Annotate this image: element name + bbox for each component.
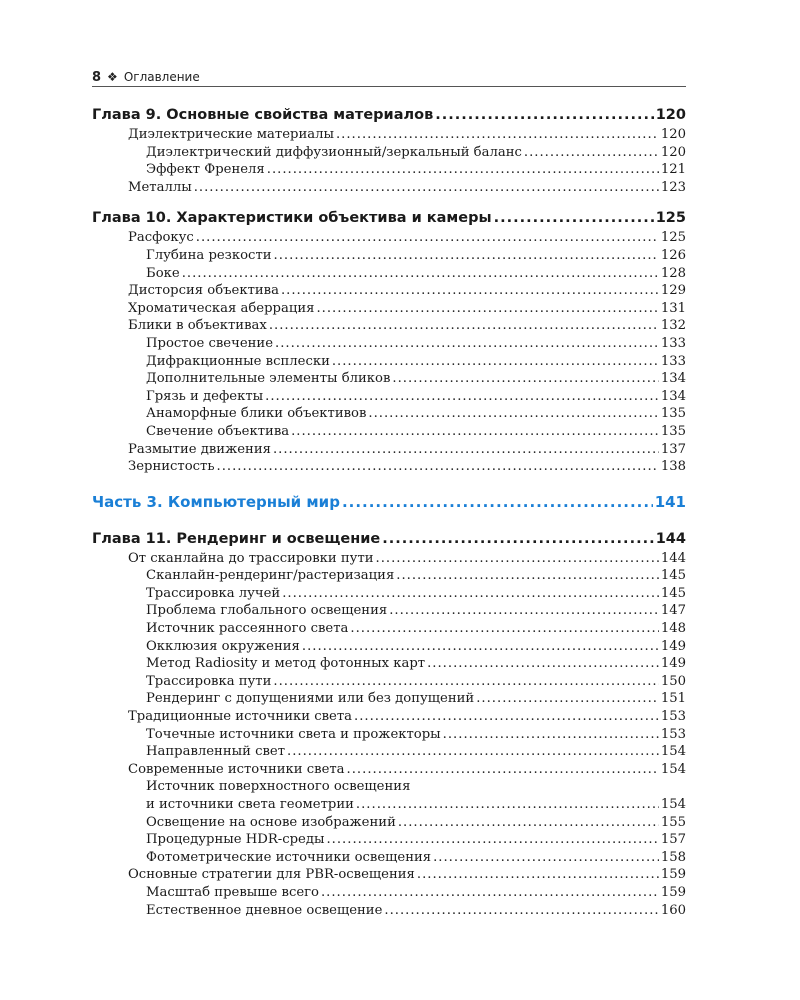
toc-entry[interactable] bbox=[92, 370, 686, 388]
entry-page: 134 bbox=[660, 371, 686, 387]
part-title: Часть 3. Компьютерный мир bbox=[92, 492, 340, 511]
dot-leader bbox=[435, 104, 653, 126]
dot-leader bbox=[368, 405, 658, 423]
entry-title: Простое свечение bbox=[146, 335, 274, 351]
entry-page: 153 bbox=[660, 726, 686, 742]
toc-entry[interactable] bbox=[92, 902, 686, 920]
entry-title: Масштаб превыше всего bbox=[146, 884, 319, 900]
dot-leader bbox=[326, 831, 658, 849]
toc-entry[interactable] bbox=[92, 229, 686, 247]
chapter-page: 144 bbox=[655, 530, 686, 547]
entry-title: Боке bbox=[146, 265, 180, 281]
chapter-title: Глава 10. Характеристики объектива и камеры bbox=[92, 210, 492, 227]
dot-leader bbox=[267, 161, 659, 179]
entry-page: 159 bbox=[660, 867, 686, 883]
toc-entry[interactable] bbox=[92, 831, 686, 849]
dot-leader bbox=[417, 866, 659, 884]
toc-entry[interactable] bbox=[92, 126, 686, 144]
toc-entry[interactable] bbox=[92, 405, 686, 423]
entry-title: Свечение объектива bbox=[146, 423, 290, 439]
dot-leader bbox=[384, 902, 658, 920]
toc-entry[interactable] bbox=[92, 441, 686, 459]
dot-leader bbox=[336, 126, 659, 144]
dot-leader bbox=[275, 335, 659, 353]
toc-chapter-9[interactable] bbox=[92, 104, 686, 126]
dot-leader bbox=[287, 743, 659, 761]
dot-leader bbox=[427, 655, 659, 673]
toc-entry[interactable] bbox=[92, 335, 686, 353]
dot-leader bbox=[524, 144, 659, 162]
dot-leader bbox=[291, 423, 659, 441]
dot-leader bbox=[273, 441, 659, 459]
dot-leader bbox=[350, 620, 658, 638]
entry-page: 159 bbox=[660, 884, 686, 900]
dot-leader bbox=[356, 796, 659, 814]
toc-chapter-10[interactable] bbox=[92, 207, 686, 229]
entry-title: Освещение на основе изображений bbox=[146, 814, 396, 830]
entry-title: и источники света геометрии bbox=[146, 797, 354, 812]
toc-entry[interactable] bbox=[92, 814, 686, 832]
toc-entry[interactable] bbox=[92, 353, 686, 371]
entry-title: Трассировка лучей bbox=[146, 585, 281, 601]
entry-page: 123 bbox=[660, 179, 686, 195]
chapter-title: Глава 11. Рендеринг и освещение bbox=[92, 530, 381, 547]
toc-entry[interactable] bbox=[92, 585, 686, 603]
entry-title: Проблема глобального освещения bbox=[146, 603, 388, 619]
toc-entry[interactable] bbox=[92, 161, 686, 179]
entry-title: Направленный свет bbox=[146, 744, 286, 760]
toc-entry[interactable] bbox=[92, 550, 686, 568]
entry-title: Грязь и дефекты bbox=[146, 388, 264, 404]
page-number: 8 bbox=[92, 69, 102, 85]
entry-title: Источник поверхностного освещения bbox=[146, 779, 411, 795]
entry-page: 135 bbox=[660, 423, 686, 439]
dot-leader bbox=[382, 528, 653, 550]
entry-page: 137 bbox=[660, 441, 686, 457]
entry-title: Традиционные источники света bbox=[128, 709, 352, 725]
entry-title: Трассировка пути bbox=[146, 673, 272, 689]
entry-title: Дополнительные элементы бликов bbox=[146, 371, 391, 387]
entry-title: Зернистость bbox=[128, 459, 215, 475]
entry-page: 149 bbox=[660, 656, 686, 672]
entry-page: 154 bbox=[660, 744, 686, 760]
dot-leader bbox=[217, 458, 659, 476]
toc-chapter-11[interactable] bbox=[92, 528, 686, 550]
toc-entry[interactable] bbox=[92, 673, 686, 691]
toc-entry[interactable] bbox=[92, 458, 686, 476]
toc-entry[interactable] bbox=[92, 247, 686, 265]
dot-leader bbox=[321, 884, 659, 902]
entry-title: Дифракционные всплески bbox=[146, 353, 330, 369]
dot-leader bbox=[494, 207, 654, 229]
entry-title: Сканлайн-рендеринг/растеризация bbox=[146, 568, 395, 584]
toc-part-3[interactable] bbox=[92, 490, 686, 514]
entry-title: Рендеринг с допущениями или без допущений bbox=[146, 691, 475, 707]
page-header bbox=[92, 68, 686, 87]
dot-leader bbox=[354, 708, 659, 726]
entry-page: 129 bbox=[660, 283, 686, 299]
dot-leader bbox=[194, 179, 659, 197]
dot-leader bbox=[433, 849, 659, 867]
toc-entry[interactable] bbox=[92, 884, 686, 902]
dot-leader bbox=[342, 490, 653, 514]
entry-page: 134 bbox=[660, 388, 686, 404]
dot-leader bbox=[398, 814, 659, 832]
toc-entry[interactable] bbox=[92, 708, 686, 726]
dot-leader bbox=[269, 317, 659, 335]
entry-title: Процедурные HDR-среды bbox=[146, 832, 325, 848]
dot-leader bbox=[396, 567, 659, 585]
entry-page: 121 bbox=[660, 162, 686, 178]
entry-title: Основные стратегии для PBR-освещения bbox=[128, 867, 415, 883]
entry-page: 153 bbox=[660, 709, 686, 725]
toc-entry[interactable] bbox=[92, 144, 686, 162]
entry-page: 126 bbox=[660, 247, 686, 263]
toc-entry[interactable] bbox=[92, 655, 686, 673]
entry-page: 158 bbox=[660, 849, 686, 865]
entry-page: 138 bbox=[660, 459, 686, 475]
entry-page: 150 bbox=[660, 673, 686, 689]
entry-page: 131 bbox=[660, 300, 686, 316]
entry-page: 144 bbox=[660, 550, 686, 566]
entry-page: 120 bbox=[660, 127, 686, 142]
entry-page: 145 bbox=[660, 585, 686, 601]
toc-entry[interactable] bbox=[92, 690, 686, 708]
table-of-contents bbox=[92, 104, 686, 919]
toc-entry[interactable] bbox=[92, 638, 686, 656]
entry-title: Хроматическая аберрация bbox=[128, 300, 315, 316]
entry-title: Точечные источники света и прожекторы bbox=[146, 726, 441, 742]
toc-entry[interactable] bbox=[92, 602, 686, 620]
toc-entry[interactable] bbox=[92, 300, 686, 318]
entry-page: 133 bbox=[660, 335, 686, 351]
dot-leader bbox=[182, 265, 659, 283]
toc-entry[interactable] bbox=[92, 866, 686, 884]
toc-entry[interactable] bbox=[92, 179, 686, 197]
entry-title: Метод Radiosity и метод фотонных карт bbox=[146, 656, 426, 672]
dot-leader bbox=[274, 247, 659, 265]
entry-page: 133 bbox=[660, 353, 686, 369]
dot-leader bbox=[389, 602, 659, 620]
entry-title: Современные источники света bbox=[128, 761, 345, 777]
entry-page: 157 bbox=[660, 832, 686, 848]
entry-title: Источник рассеянного света bbox=[146, 621, 349, 637]
entry-title: Естественное дневное освещение bbox=[146, 902, 383, 918]
toc-entry[interactable] bbox=[92, 620, 686, 638]
entry-page: 154 bbox=[660, 761, 686, 777]
entry-page: 155 bbox=[660, 814, 686, 830]
entry-title: Размытие движения bbox=[128, 441, 271, 457]
dot-leader bbox=[332, 353, 659, 371]
entry-page: 148 bbox=[660, 621, 686, 637]
part-page: 141 bbox=[654, 492, 686, 511]
toc-entry[interactable] bbox=[92, 726, 686, 744]
toc-entry[interactable] bbox=[92, 423, 686, 441]
entry-title: Фотометрические источники освещения bbox=[146, 849, 432, 865]
toc-entry[interactable] bbox=[92, 317, 686, 335]
entry-title: Диэлектрические материалы bbox=[128, 127, 334, 142]
entry-title: Дисторсия объектива bbox=[128, 283, 279, 299]
entry-title: Расфокус bbox=[128, 230, 194, 246]
dot-leader bbox=[347, 761, 659, 779]
toc-entry[interactable] bbox=[92, 761, 686, 779]
dot-leader bbox=[376, 550, 659, 568]
entry-title: Блики в объективах bbox=[128, 318, 267, 334]
toc-entry[interactable] bbox=[92, 265, 686, 283]
toc-entry[interactable] bbox=[92, 567, 686, 585]
dot-leader bbox=[443, 726, 659, 744]
toc-entry[interactable] bbox=[92, 778, 686, 796]
chapter-page: 120 bbox=[655, 107, 686, 123]
entry-title: Эффект Френеля bbox=[146, 162, 265, 178]
entry-title: Металлы bbox=[128, 179, 192, 195]
dot-leader bbox=[302, 638, 659, 656]
dot-leader bbox=[282, 585, 659, 603]
entry-page: 151 bbox=[660, 691, 686, 707]
entry-page: 149 bbox=[660, 638, 686, 654]
entry-page: 125 bbox=[660, 230, 686, 246]
dot-leader bbox=[265, 388, 659, 406]
entry-page: 120 bbox=[660, 144, 686, 160]
entry-title: Анаморфные блики объективов bbox=[146, 406, 367, 422]
toc-entry[interactable] bbox=[92, 743, 686, 761]
entry-title: Диэлектрический диффузионный/зеркальный баланс bbox=[146, 144, 522, 160]
toc-entry[interactable] bbox=[92, 796, 686, 814]
chapter-title: Глава 9. Основные свойства материалов bbox=[92, 107, 434, 123]
dot-leader bbox=[281, 282, 659, 300]
entry-page: 160 bbox=[660, 902, 686, 918]
entry-page: 154 bbox=[660, 797, 686, 812]
entry-page: 128 bbox=[660, 265, 686, 281]
diamond-icon: ❖ bbox=[107, 70, 118, 84]
entry-page: 147 bbox=[660, 603, 686, 619]
entry-title: От сканлайна до трассировки пути bbox=[128, 550, 374, 566]
entry-page: 132 bbox=[660, 318, 686, 334]
dot-leader bbox=[273, 673, 658, 691]
chapter-page: 125 bbox=[655, 210, 686, 227]
toc-entry[interactable] bbox=[92, 388, 686, 406]
entry-page: 135 bbox=[660, 406, 686, 422]
dot-leader bbox=[476, 690, 659, 708]
entry-title: Окклюзия окружения bbox=[146, 638, 300, 654]
dot-leader bbox=[196, 229, 659, 247]
dot-leader bbox=[316, 300, 658, 318]
toc-entry[interactable] bbox=[92, 282, 686, 300]
toc-entry[interactable] bbox=[92, 849, 686, 867]
entry-title: Глубина резкости bbox=[146, 247, 272, 263]
header-title: Оглавление bbox=[123, 70, 200, 84]
entry-page: 145 bbox=[660, 568, 686, 584]
dot-leader bbox=[392, 370, 658, 388]
